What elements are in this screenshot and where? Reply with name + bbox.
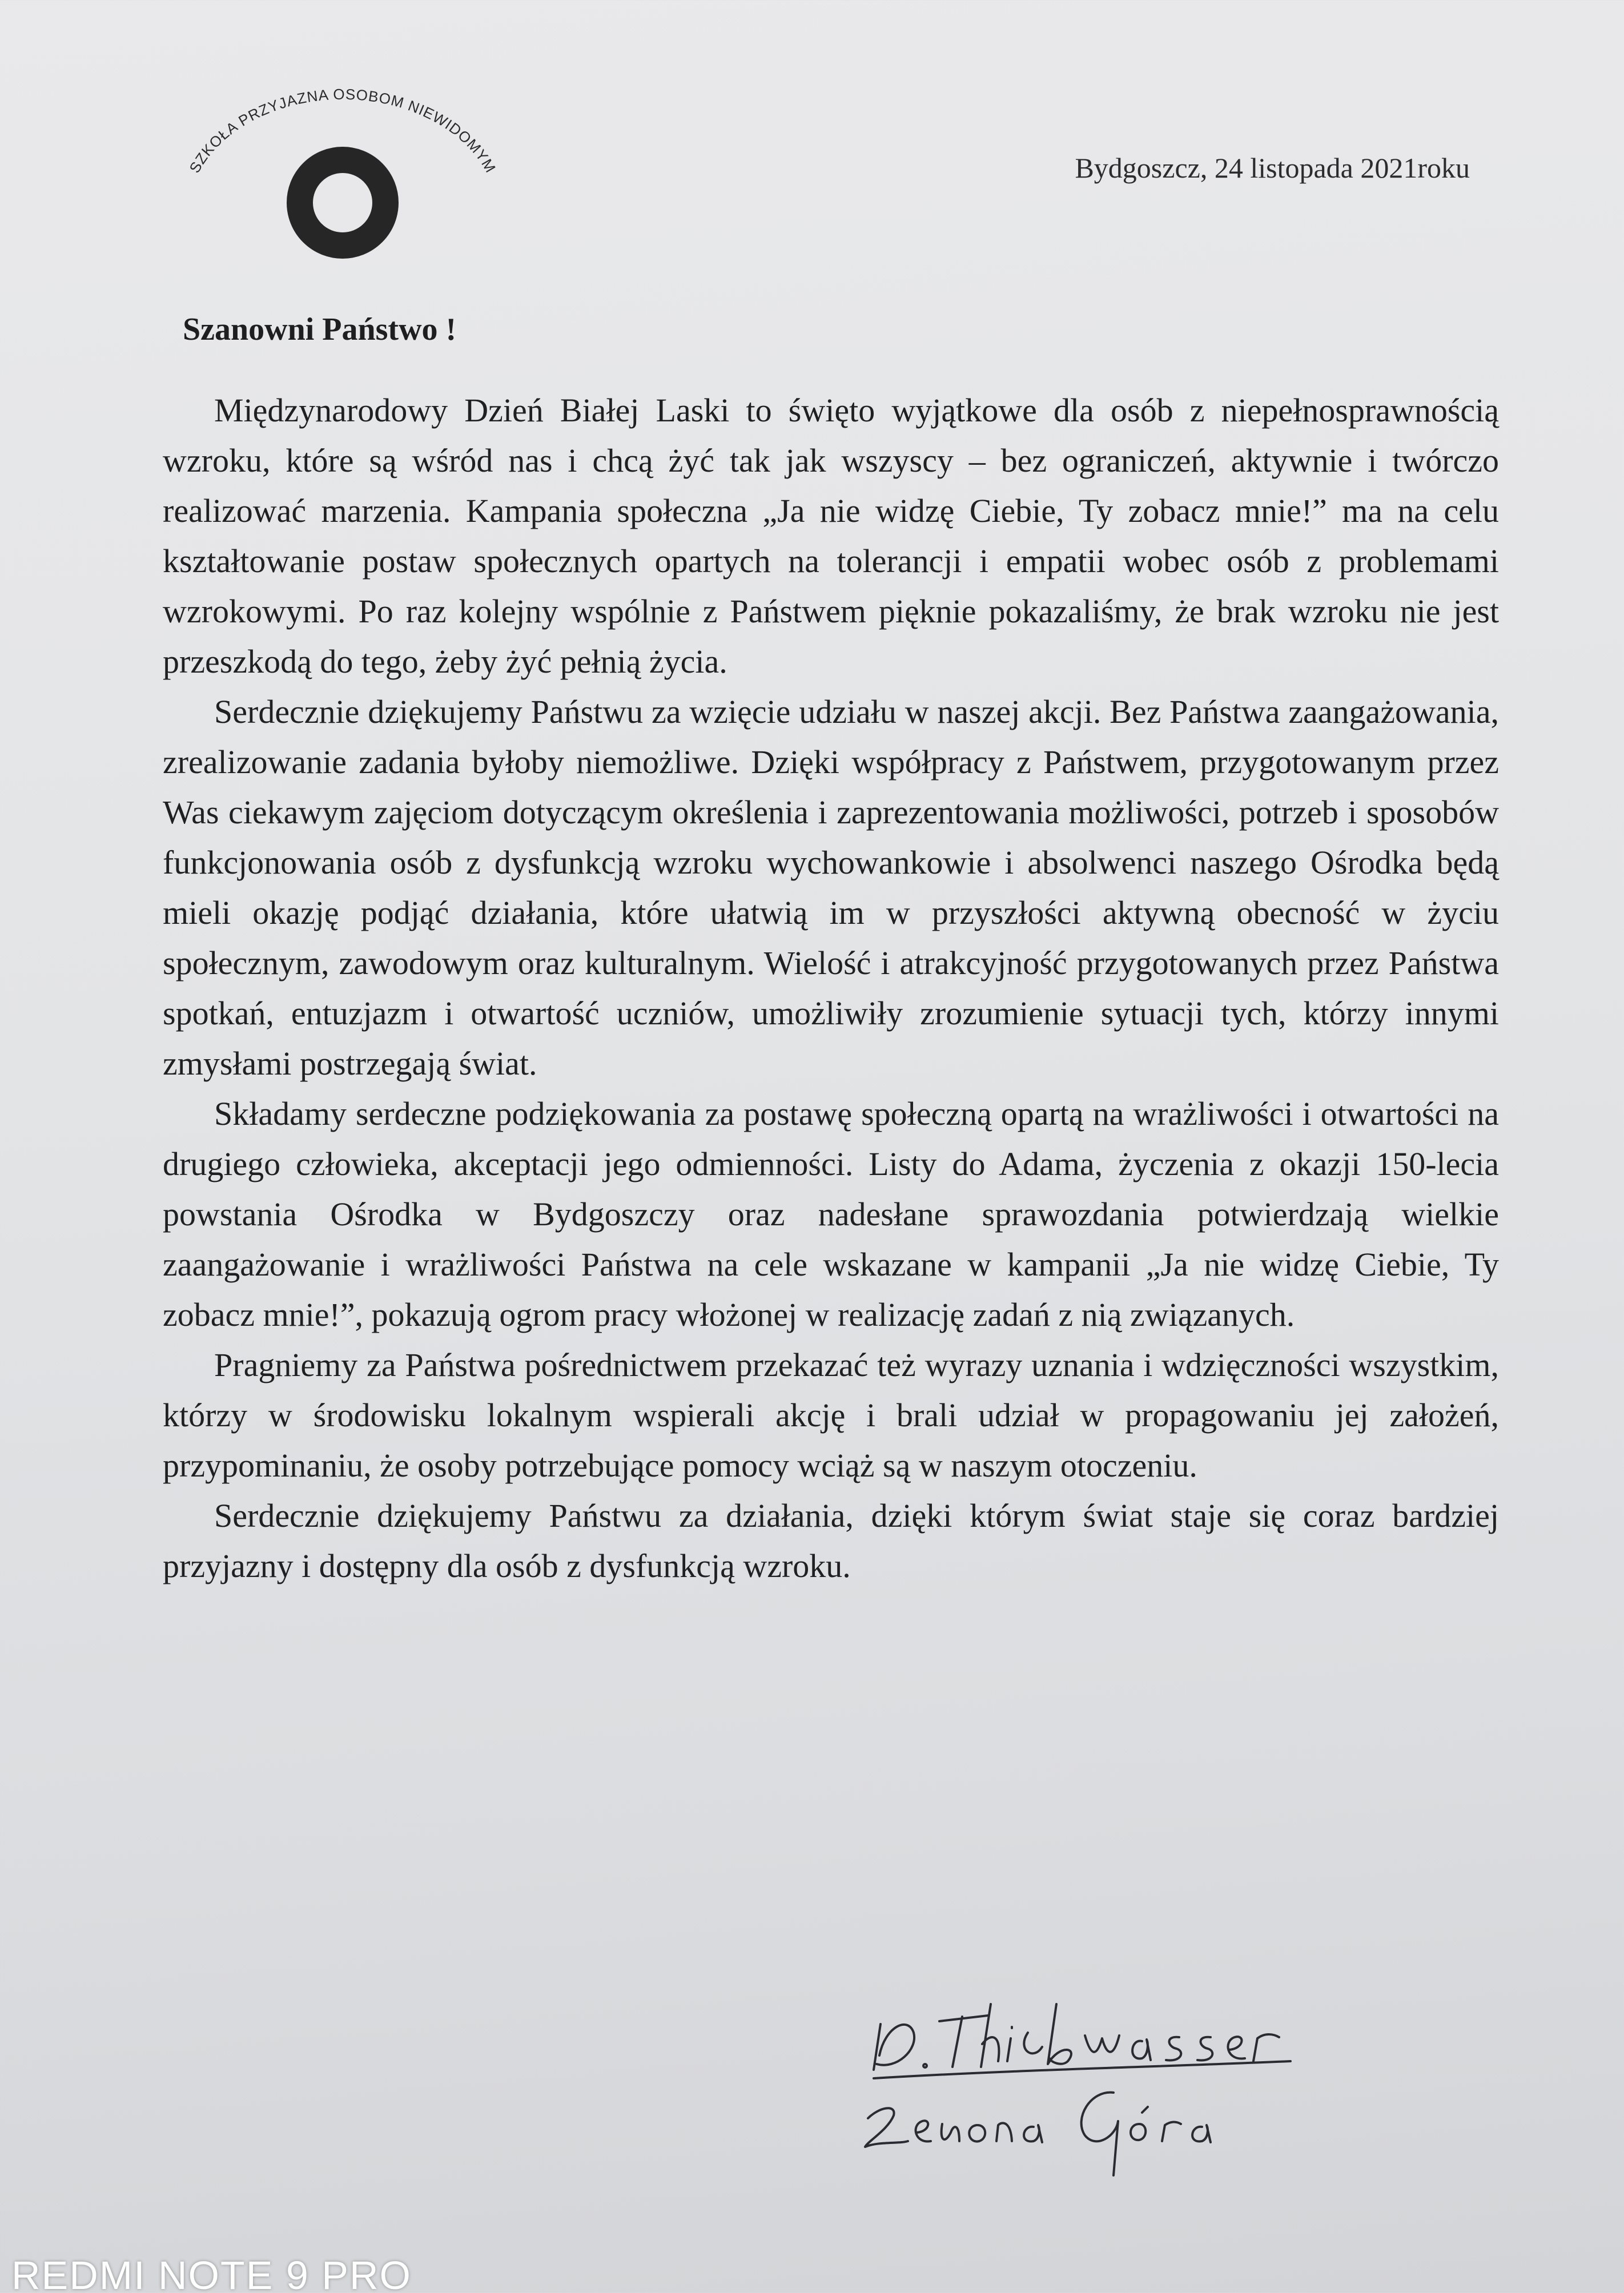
handwritten-signatures (845, 1970, 1359, 2187)
logo-ring-icon (300, 160, 385, 246)
logo-arc-text: SZKOŁA PRZYJAZNA OSOBOM NIEWIDOMYM (186, 86, 500, 176)
camera-watermark: REDMI NOTE 9 PRO (11, 2253, 412, 2293)
letter-body (163, 385, 1499, 1591)
paragraph: Składamy serdeczne podziękowania za postawę społeczną opartą na wrażliwości i otwartości na drugiego człowieka, akceptacji jego odmienności. Listy do Adama, życzenia z okazji 150-lecia powstania Ośrodka w Bydgoszczy oraz nadesłane sprawozdania potwierdzają wielkie zaangażowanie i wrażliwości Państwa na cele wskazane w kampanii „Ja nie widzę Ciebie, Ty zobacz mnie!”, pokazują ogrom pracy włożonej w realizację zadań z nią związanych. (163, 1095, 1499, 1333)
paragraph: Międzynarodowy Dzień Białej Laski to święto wyjątkowe dla osób z niepełnosprawnością wzroku, które są wśród nas i chcą żyć tak jak wszyscy – bez ograniczeń, aktywnie i twórczo realizować marzenia. Kampania społeczna „Ja nie widzę Ciebie, Ty zobacz mnie!” ma na celu kształtowanie postaw społecznych opartych na tolerancji i empatii wobec osób z problemami wzrokowymi. Po raz kolejny wspólnie z Państwem pięknie pokazaliśmy, że brak wzroku nie jest przeszkodą do tego, żeby żyć pełnią życia. (163, 392, 1499, 680)
letter-date: Bydgoszcz, 24 listopada 2021roku (1075, 152, 1470, 184)
school-logo (171, 86, 514, 274)
paragraph: Serdecznie dziękujemy Państwu za wzięcie udziału w naszej akcji. Bez Państwa zaangażowania, zrealizowanie zadania byłoby niemożliwe. Dzięki współpracy z Państwem, przygotowanym przez Was ciekawym zajęciom dotyczącym określenia i zaprezentowania możliwości, potrzeb i sposobów funkcjonowania osób z dysfunkcją wzroku wychowankowie i absolwenci naszego Ośrodka będą mieli okazję podjąć działania, które ułatwią im w przyszłości aktywną obecność w życiu społecznym, zawodowym oraz kulturalnym. Wielość i atrakcyjność przygotowanych przez Państwa spotkań, entuzjazm i otwartość uczniów, umożliwiły zrozumienie sytuacji tych, którzy innymi zmysłami postrzegają świat. (163, 693, 1499, 1082)
paragraph: Serdecznie dziękujemy Państwu za działania, dzięki którym świat staje się coraz bardziej przyjazny i dostępny dla osób z dysfunkcją wzroku. (163, 1497, 1499, 1584)
salutation: Szanowni Państwo ! (183, 312, 457, 347)
paragraph: Pragniemy za Państwa pośrednictwem przekazać też wyrazy uznania i wdzięczności wszystkim, którzy w środowisku lokalnym wspierali akcję i brali udział w propagowaniu jej założeń, przypominaniu, że osoby potrzebujące pomocy wciąż są w naszym otoczeniu. (163, 1346, 1499, 1484)
